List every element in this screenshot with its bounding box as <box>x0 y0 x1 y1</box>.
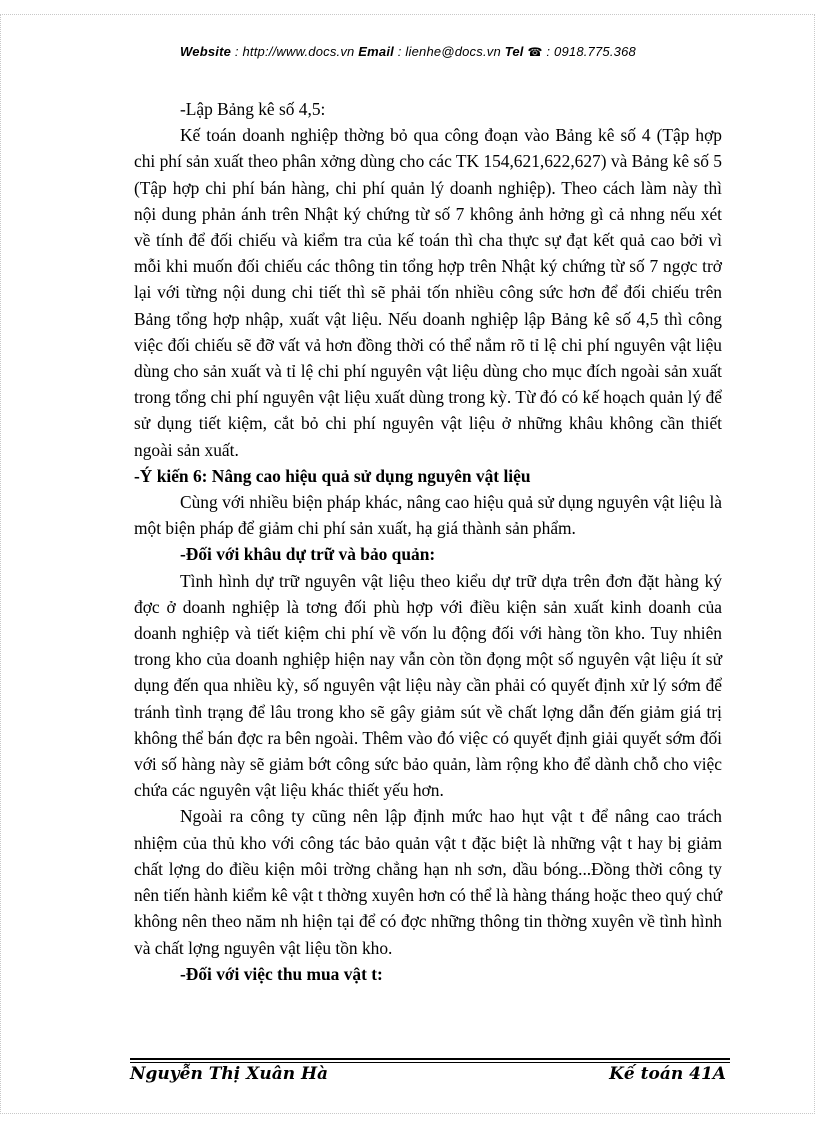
website-label: Website <box>180 44 232 59</box>
document-body <box>134 96 722 987</box>
phone-icon: ☎ <box>527 45 543 59</box>
email-link[interactable]: : lienhe@docs.vn <box>393 44 505 59</box>
footer-author: Nguyễn Thị Xuân Hà <box>130 1064 329 1084</box>
footer-rule <box>130 1062 730 1063</box>
paragraph: Kế toán doanh nghiệp thờng bỏ qua công đoạn vào Bảng kê số 4 (Tập hợp chi phí sản xuất theo phân xởng dùng cho các TK 154,621,622,627) và Bảng kê số 5 (Tập hợp chi phí bán hàng, chi phí quản lý doanh nghiệp). Theo cách làm này thì nội dung phản ánh trên Nhật ký chứng từ số 7 không ảnh hởng gì cả nhng nếu xét về tính để đối chiếu và kiểm tra của kế toán thì cha thực sự đạt kết quả cao bởi vì mỗi khi muốn đối chiếu các thông tin tổng hợp trên Nhật ký chứng từ số 7 ngợc trở lại với từng nội dung chi tiết thì sẽ phải tốn nhiều công sức hơn để đối chiếu trên Bảng tổng hợp nhập, xuất vật liệu. Nếu doanh nghiệp lập Bảng kê số 4,5 thì công việc đối chiếu sẽ đỡ vất vả hơn đồng thời có thể nắm rõ tỉ lệ chi phí nguyên vật liệu dùng cho sản xuất và tỉ lệ chi phí nguyên vật liệu dùng cho mục đích ngoài sản xuất trong tổng chi phí nguyên vật liệu xuất dùng trong kỳ. Từ đó có kế hoạch quản lý để sử dụng tiết kiệm, cắt bỏ chi phí nguyên vật liệu ở những khâu không cần thiết ngoài sản xuất. <box>134 125 722 460</box>
footer-class: Kế toán 41A <box>609 1064 726 1084</box>
page-header <box>0 44 816 59</box>
paragraph: Tình hình dự trữ nguyên vật liệu theo kiểu dự trữ dựa trên đơn đặt hàng ký đợc ở doanh nghiệp là tơng đối phù hợp với điều kiện sản xuất kinh doanh của doanh nghiệp và tiết kiệm chi phí về vốn lu động đối với hàng tồn kho. Tuy nhiên trong kho của doanh nghiệp hiện nay vẫn còn tồn đọng một số nguyên vật liệu ít sử dụng đến qua nhiều kỳ, số nguyên vật liệu này cần phải có quyết định xử lý sớm để tránh tình trạng để lâu trong kho sẽ gây giảm sút về chất lợng dẫn đến giảm giá trị không thể bán đợc ra bên ngoài. Thêm vào đó việc có quyết định giải quyết sớm đối với số hàng này sẽ giảm bớt công sức bảo quản, làm rộng kho để dành chỗ cho việc chứa các nguyên vật liệu khác thiết yếu hơn. <box>134 570 722 801</box>
email-label: Email <box>358 44 394 59</box>
section-heading-bang-ke: -Lập Bảng kê số 4,5: <box>180 99 326 119</box>
subheading-du-tru-bao-quan: -Đối với khâu dự trữ và bảo quản: <box>180 544 436 565</box>
paragraph: Ngoài ra công ty cũng nên lập định mức hao hụt vật t để nâng cao trách nhiệm của thủ kho với công tác bảo quản vật t đặc biệt là những vật t hay bị giảm chất lợng do điều kiện môi trờng chẳng hạn nh sơn, dầu bóng...Đồng thời công ty nên tiến hành kiểm kê vật t thờng xuyên hơn có thể là hàng tháng hoặc theo quý chứ không nên theo năm nh hiện tại để có đợc những thông tin thờng xuyên về tình hình và chất lợng nguyên vật liệu tồn kho. <box>134 806 722 958</box>
tel-value: : 0918.775.368 <box>542 44 636 59</box>
website-link[interactable]: : http://www.docs.vn <box>231 44 359 59</box>
subheading-thu-mua: -Đối với việc thu mua vật t: <box>180 963 383 984</box>
tel-label: Tel <box>504 44 524 59</box>
section-heading-y-kien-6: -Ý kiến 6: Nâng cao hiệu quả sử dụng nguyên vật liệu <box>134 465 531 486</box>
paragraph: Cùng với nhiều biện pháp khác, nâng cao hiệu quả sử dụng nguyên vật liệu là một biện pháp để giảm chi phí sản xuất, hạ giá thành sản phẩm. <box>134 492 722 539</box>
page-footer <box>130 1064 726 1090</box>
footer-rule <box>130 1058 730 1060</box>
